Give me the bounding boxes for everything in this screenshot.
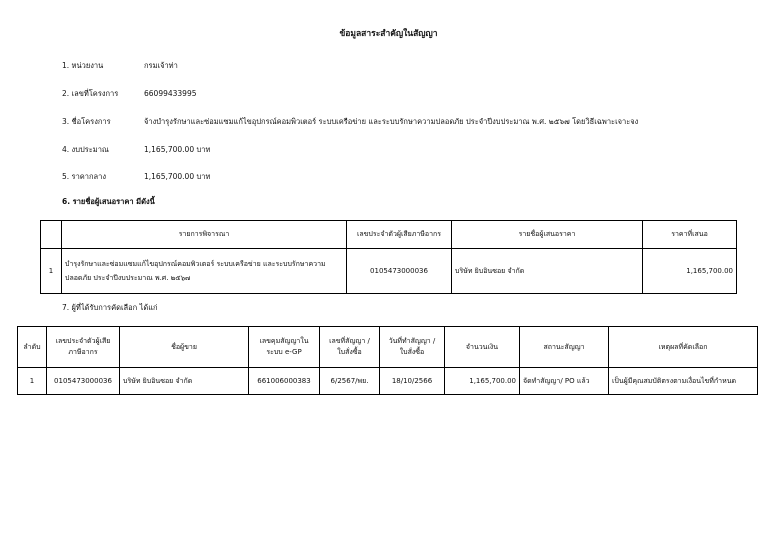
- table-cell: จัดทำสัญญา/ PO แล้ว: [520, 368, 609, 395]
- table-cell: บริษัท ยิบอินซอย จำกัด: [120, 368, 249, 395]
- table-cell: 1: [41, 249, 62, 294]
- section6-heading: 6. รายชื่อผู้เสนอราคา มีดังนี้: [62, 197, 155, 206]
- document-title: ข้อมูลสาระสำคัญในสัญญา: [339, 29, 438, 39]
- field-project-name: [62, 116, 638, 128]
- bidders-table: [40, 220, 737, 294]
- column-header: สถานะสัญญา: [520, 327, 609, 368]
- column-header: จำนวนเงิน: [445, 327, 520, 368]
- field-value: 1,165,700.00 บาท: [144, 145, 211, 154]
- column-header: ชื่อผู้ขาย: [120, 327, 249, 368]
- field-label: 5. ราคากลาง: [62, 172, 107, 181]
- table-cell: บำรุงรักษาและซ่อมแซมแก้ไขอุปกรณ์คอมพิวเตอร์ ระบบเครือข่าย และระบบรักษาความปลอดภัย ประจำปีงบประมาณ พ.ศ. ๒๕๖๗: [62, 249, 347, 294]
- section7-heading: 7. ผู้ที่ได้รับการคัดเลือก ได้แก่: [62, 303, 158, 312]
- column-header: [41, 221, 62, 249]
- table-cell: 661006000383: [249, 368, 320, 395]
- table-row: [41, 249, 737, 294]
- table-row: [18, 368, 758, 395]
- field-agency: [62, 60, 178, 72]
- column-header: เหตุผลที่คัดเลือก: [609, 327, 758, 368]
- column-header: เลขคุมสัญญาในระบบ e-GP: [249, 327, 320, 368]
- field-project-number: [62, 88, 197, 100]
- field-budget: [62, 144, 210, 156]
- column-header: เลขที่สัญญา / ใบสั่งซื้อ: [320, 327, 380, 368]
- table-cell: 18/10/2566: [380, 368, 445, 395]
- field-label: 3. ชื่อโครงการ: [62, 117, 111, 126]
- column-header: ลำดับ: [18, 327, 47, 368]
- table-header-row: [41, 221, 737, 249]
- table-cell: 0105473000036: [47, 368, 120, 395]
- field-value: กรมเจ้าท่า: [144, 61, 178, 70]
- column-header: ราคาที่เสนอ: [643, 221, 737, 249]
- field-value: 1,165,700.00 บาท: [144, 172, 211, 181]
- column-header: วันที่ทำสัญญา / ใบสั่งซื้อ: [380, 327, 445, 368]
- field-median-price: [62, 171, 210, 183]
- column-header: รายชื่อผู้เสนอราคา: [452, 221, 643, 249]
- field-label: 2. เลขที่โครงการ: [62, 89, 119, 98]
- field-value: 66099433995: [144, 89, 197, 98]
- table-cell: 6/2567/พย.: [320, 368, 380, 395]
- column-header: เลขประจำตัวผู้เสียภาษีอากร: [347, 221, 452, 249]
- table-cell: 1,165,700.00: [643, 249, 737, 294]
- table-cell: 0105473000036: [347, 249, 452, 294]
- table-cell: บริษัท ยิบอินซอย จำกัด: [452, 249, 643, 294]
- table-cell: เป็นผู้มีคุณสมบัติตรงตามเงื่อนไขที่กำหนด: [609, 368, 758, 395]
- table-header-row: [18, 327, 758, 368]
- column-header: เลขประจำตัวผู้เสียภาษีอากร: [47, 327, 120, 368]
- selected-vendor-table: [17, 326, 758, 395]
- field-value: จ้างบำรุงรักษาและซ่อมแซมแก้ไขอุปกรณ์คอมพิวเตอร์ ระบบเครือข่าย และระบบรักษาความปลอดภัย ประจำปีงบประมาณ พ.ศ. ๒๕๖๗ โดยวิธีเฉพาะเจาะจง: [144, 117, 639, 126]
- field-label: 4. งบประมาณ: [62, 145, 109, 154]
- table-cell: 1,165,700.00: [445, 368, 520, 395]
- table-cell: 1: [18, 368, 47, 395]
- column-header: รายการพิจารณา: [62, 221, 347, 249]
- field-label: 1. หน่วยงาน: [62, 61, 104, 70]
